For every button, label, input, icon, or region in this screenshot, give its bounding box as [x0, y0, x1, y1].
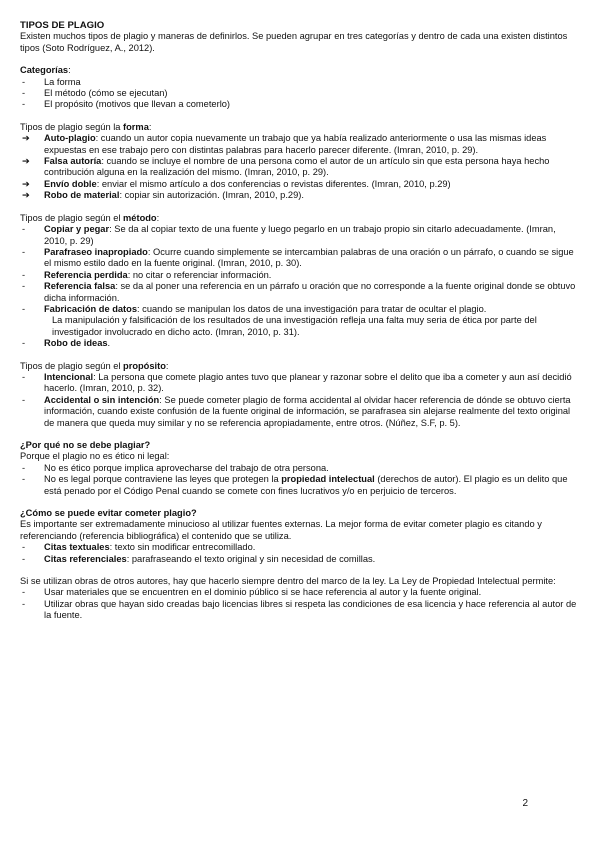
list-item: - El propósito (motivos que llevan a cometerlo)	[22, 99, 231, 110]
metodo-lead: Tipos de plagio según el método:	[20, 212, 160, 223]
forma-list	[20, 133, 580, 201]
arrow-icon: ➔	[22, 190, 30, 201]
page-number: 2	[522, 798, 528, 809]
intro-paragraph: Existen muchos tipos de plagio y maneras de definirlos. Se pueden agrupar en tres categorías y dentro de cada una existen distintos tipos (Soto Rodríguez, A., 2012).	[20, 31, 568, 53]
proposito-list	[20, 372, 580, 429]
evitar-heading: ¿Cómo se puede evitar cometer plagio?	[20, 508, 197, 519]
proposito-lead: Tipos de plagio según el propósito:	[20, 360, 169, 371]
arrow-icon: ➔	[22, 178, 30, 189]
list-item: - La forma	[22, 76, 81, 87]
list-item: - Citas referenciales: parafraseando el texto original y sin necesidad de comillas.	[22, 553, 376, 564]
list-item: - Usar materiales que se encuentren en el dominio público si se hace referencia al autor y la fuente original.	[22, 587, 482, 598]
ley-intro: Si se utilizan obras de otros autores, hay que hacerlo siempre dentro del marco de la ley. La Ley de Propiedad Intelectual permite:	[20, 576, 556, 587]
list-item: - Parafraseo inapropiado: Ocurre cuando simplemente se intercambian palabras de una oración o un párrafo, o cuando se sigue el mismo estilo dado en la fuente original. (Imran, 2010, p. 30).	[22, 246, 574, 269]
list-item: - Accidental o sin intención: Se puede cometer plagio de forma accidental al olvidar hacer referencia de dónde se obtuvo cierta información, cuando existe confusión de la fuente original de información, se parafrasea sin alejarse realmente del texto original de manera que queda muy similar y no se referencia apropiadamente, entre otros. (Núñez, S.F, p. 5).	[22, 394, 571, 428]
document-title: TIPOS DE PLAGIO	[20, 20, 105, 31]
categorias-heading: Categorías:	[20, 65, 71, 76]
arrow-icon: ➔	[22, 133, 30, 144]
forma-lead: Tipos de plagio según la forma:	[20, 121, 152, 132]
list-item: - El método (cómo se ejecutan)	[22, 88, 168, 99]
metodo-list	[20, 224, 580, 349]
list-item: - Referencia perdida: no citar o referenciar información.	[22, 269, 272, 280]
ley-list	[20, 587, 580, 621]
list-item: - Copiar y pegar: Se da al copiar texto de una fuente y luego pegarlo en un trabajo propio sin citarlo adecuadamente. (Imran, 2010, p. 29)	[22, 224, 556, 246]
evitar-list	[20, 542, 580, 565]
list-item: - Citas textuales: texto sin modificar entrecomillado.	[22, 542, 256, 553]
list-item: ➔ Envío doble: enviar el mismo artículo a dos conferencias o revistas diferentes. (Imran, 2010, p.29)	[22, 178, 451, 189]
list-item: ➔ Auto-plagio: cuando un autor copia nuevamente un trabajo que ya había realizado anteriormente o usa las mismas ideas expuestas en ese trabajo pero con distintas palabras para hacerlo parecer diferente. (Imran, 2010, p. 29).	[22, 133, 547, 155]
list-item: - Referencia falsa: se da al poner una referencia en un párrafo u oración que no corresponde a la fuente original donde se obtuvo dicha información.	[22, 281, 576, 303]
list-item: ➔ Falsa autoría: cuando se incluye el nombre de una persona como el autor de un artículo sin que esta persona haya hecho contribución alguna en la realización del mismo. (Imran, 2010, p. 29).	[22, 156, 550, 178]
categorias-list	[20, 77, 580, 111]
categorias-heading-text: Categorías	[20, 65, 69, 76]
arrow-icon: ➔	[22, 156, 30, 167]
document-page	[20, 20, 580, 622]
list-item: - Utilizar obras que hayan sido creadas bajo licencias libres si respeta las condiciones de esa licencia y hace referencia al autor de la fuente.	[22, 598, 577, 621]
list-item: - Intencional: La persona que comete plagio antes tuvo que planear y razonar sobre el delito que iba a cometer y aun así decidió hacerlo. (Imran, 2010, p. 32).	[22, 371, 572, 394]
list-item: - Fabricación de datos: cuando se manipulan los datos de una investigación para tratar de ocultar el plagio. La manipulación y falsificación de los resultados de una investigación refleja una falta muy seria de ética por parte del investigador involucrado en dicho acto. (Imran, 2010, p. 31).	[22, 303, 537, 337]
evitar-intro: Es importante ser extremadamente minucioso al utilizar fuentes externas. La mejor forma de evitar cometer plagio es citando y referenciando (referencia bibliográfica) el contenido que se utiliza.	[20, 519, 542, 541]
list-item: ➔ Robo de material: copiar sin autorización. (Imran, 2010, p.29).	[22, 190, 304, 201]
list-item: - No es legal porque contraviene las leyes que protegen la propiedad intelectual (derechos de autor). El plagio es un delito que está penado por el Código Penal cuando se comete con fines lucrativos y/o en perjuicio de terceros.	[22, 474, 568, 496]
list-item: - Robo de ideas.	[22, 338, 111, 349]
porque-list	[20, 463, 580, 497]
porque-intro: Porque el plagio no es ético ni legal:	[20, 451, 170, 462]
porque-heading: ¿Por qué no se debe plagiar?	[20, 440, 151, 450]
list-item: - No es ético porque implica aprovecharse del trabajo de otra persona.	[22, 462, 329, 473]
